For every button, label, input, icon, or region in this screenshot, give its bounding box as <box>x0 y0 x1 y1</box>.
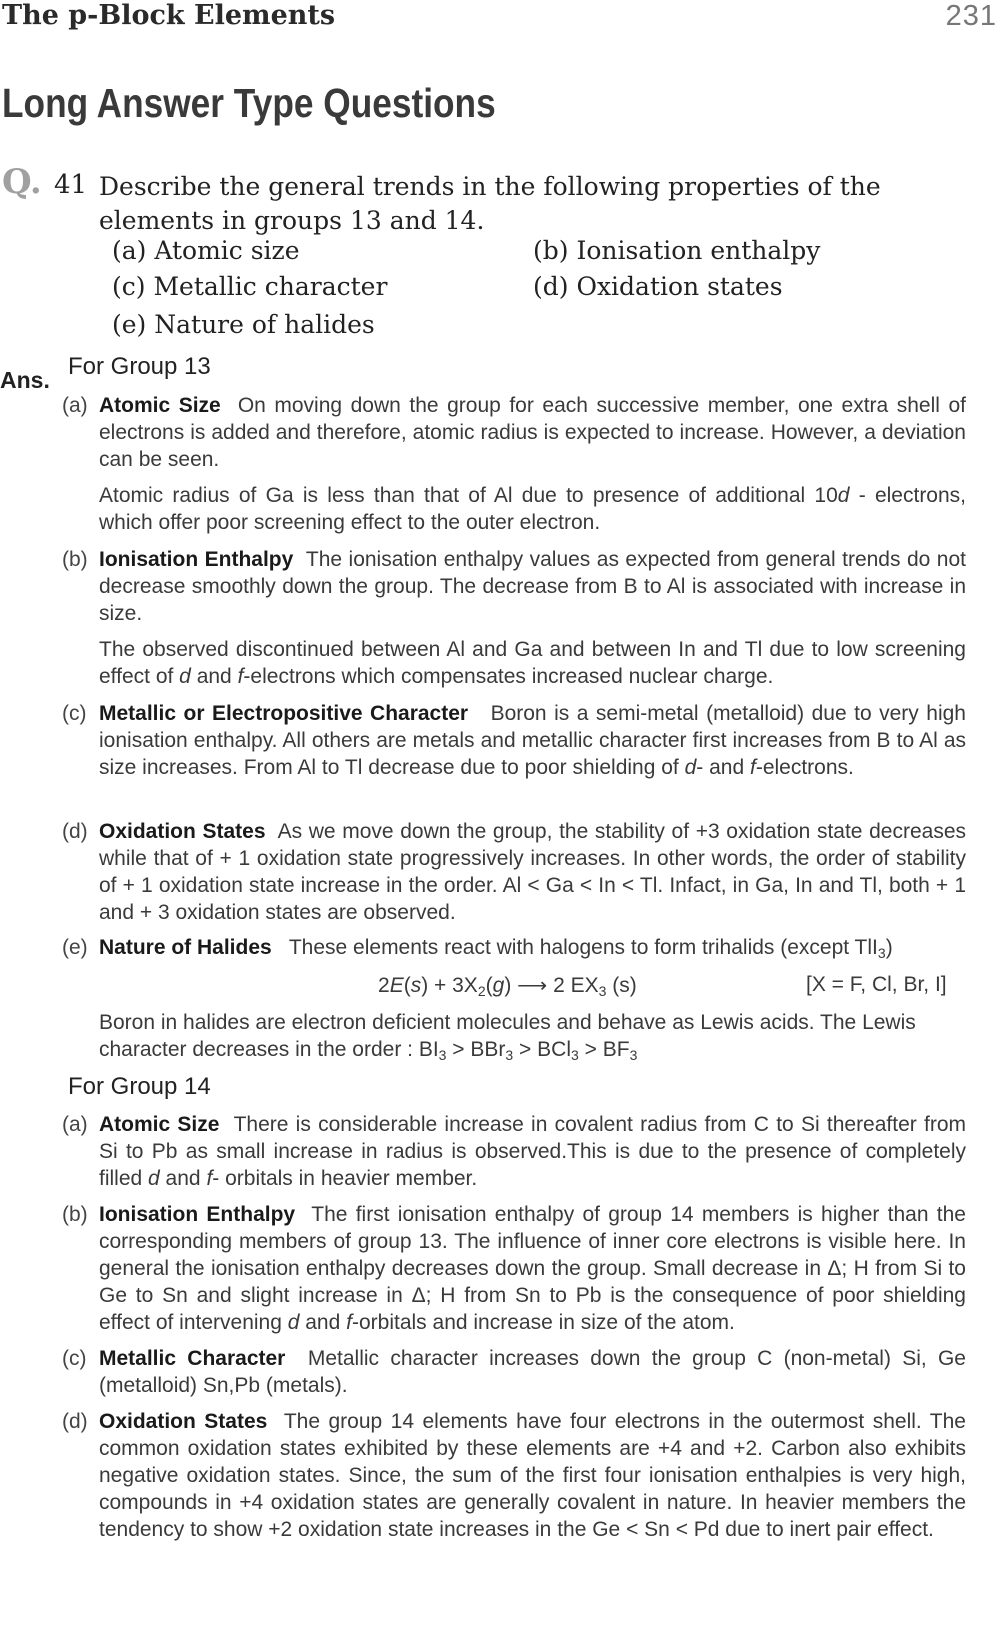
item-label: (c) <box>62 1347 87 1370</box>
item-label: (d) <box>62 820 88 843</box>
option-e: (e) Nature of halides <box>112 310 375 339</box>
item-title: Atomic Size <box>99 394 221 417</box>
item-body: Ionisation Enthalpy The first ionisation enthalpy of group 14 members is higher than the corresponding members of group 13. The influence of inner core electrons is visible here. In general the ionisation enthalpy decreases down the group. Small decrease in Δ; H from Si to Ge to Sn and slight increase in Δ; H from Sn to Pb is the consequence of poor shielding effect of intervening d and f-orbitals and increase in size of the atom. <box>99 1203 966 1334</box>
g13-b-note: The observed discontinued between Al and Ga and between In and Tl due to low screening effect of d and f-electrons which compensates increased nuclear charge. <box>99 638 966 688</box>
g13-a-note: Atomic radius of Ga is less than that of Al due to presence of additional 10d - electrons, which offer poor screening effect to the outer electron. <box>99 484 967 534</box>
page-number: 231 <box>945 0 997 32</box>
item-title: Metallic or Electropositive Character <box>99 702 469 725</box>
item-label: (e) <box>62 936 88 959</box>
option-c: (c) Metallic character <box>112 272 388 301</box>
halide-equation: $2E(s) + 3X_2(g)$ ⟶ 2 $EX_3$ (s) <box>378 974 637 999</box>
item-body: Metallic or Electropositive Character Boron is a semi-metal (metalloid) due to very high ionisation enthalpy. All others are metals and metallic character first increases from B to Al as size increases. From Al to Tl decrease due to poor shielding of d- and f-electrons. <box>99 702 966 779</box>
question-number: 41 <box>54 170 88 200</box>
item-body: Atomic Size On moving down the group for each successive member, one extra shell of electrons is added and therefore, atomic radius is expected to increase. However, a deviation can be seen. <box>99 394 966 471</box>
halide-condition: [X = F, Cl, Br, I] <box>806 973 947 996</box>
question-mark: Q. <box>2 162 42 202</box>
item-body: Ionisation Enthalpy The ionisation enthalpy values as expected from general trends do not decrease smoothly down the group. The decrease from B to Al is associated with increase in size. <box>99 548 966 625</box>
option-b: (b) Ionisation enthalpy <box>533 236 821 265</box>
option-d: (d) Oxidation states <box>533 272 783 301</box>
item-body: Oxidation States The group 14 elements have four electrons in the outermost shell. The common oxidation states exhibited by these elements are +4 and +2. Carbon also exhibits negative oxidation states. Since, the sum of the first four ionisation enthalpies is very high, compounds in +4 oxidation states are generally covalent in nature. In heavier members the tendency to show +2 oxidation state increases in the Ge < Sn < Pd due to inert pair effect. <box>99 1410 966 1541</box>
group14-heading: For Group 14 <box>68 1073 211 1100</box>
item-title: Oxidation States <box>99 820 266 843</box>
item-label: (c) <box>62 702 87 725</box>
g13-e-note: Boron in halides are electron deficient molecules and behave as Lewis acids. The Lewis character decreases in the order : $BI_3 > BBr_3 > BCl_3 > BF_3$ <box>99 1011 916 1063</box>
item-label: (a) <box>62 394 88 417</box>
item-body: Atomic Size There is considerable increase in covalent radius from C to Si thereafter from Si to Pb as small increase in radius is observed.This is due to the presence of completely filled d and f- orbitals in heavier member. <box>99 1113 967 1190</box>
item-label: (a) <box>62 1113 88 1136</box>
chapter-title: The p-Block Elements <box>2 0 336 31</box>
option-a: (a) Atomic size <box>112 236 300 265</box>
item-title: Oxidation States <box>99 1410 268 1433</box>
item-body: Nature of Halides These elements react with halogens to form trihalids (except TlI$_3$) <box>99 936 893 961</box>
item-title: Metallic Character <box>99 1347 286 1370</box>
item-label: (b) <box>62 1203 88 1226</box>
section-heading: Long Answer Type Questions <box>2 80 496 126</box>
item-body: Oxidation States As we move down the group, the stability of +3 oxidation state decreases while that of + 1 oxidation state progressively increases. In other words, the order of stability of + 1 oxidation state increase in the order. Al < Ga < In < Tl. Infact, in Ga, In and Tl, both + 1 and + 3 oxidation states are observed. <box>99 820 967 924</box>
item-title: Nature of Halides <box>99 936 272 959</box>
group13-heading: For Group 13 <box>68 353 211 380</box>
question-text: Describe the general trends in the following properties of the elements in groups 13 and 14. <box>99 172 881 235</box>
item-label: (d) <box>62 1410 88 1433</box>
item-label: (b) <box>62 548 88 571</box>
item-title: Ionisation Enthalpy <box>99 1203 296 1226</box>
item-title: Atomic Size <box>99 1113 220 1136</box>
item-body: Metallic Character Metallic character increases down the group C (non-metal) Si, Ge (metalloid) Sn,Pb (metals). <box>99 1347 966 1397</box>
answer-label: Ans. <box>0 367 50 393</box>
item-title: Ionisation Enthalpy <box>99 548 294 571</box>
running-head <box>0 0 1001 40</box>
